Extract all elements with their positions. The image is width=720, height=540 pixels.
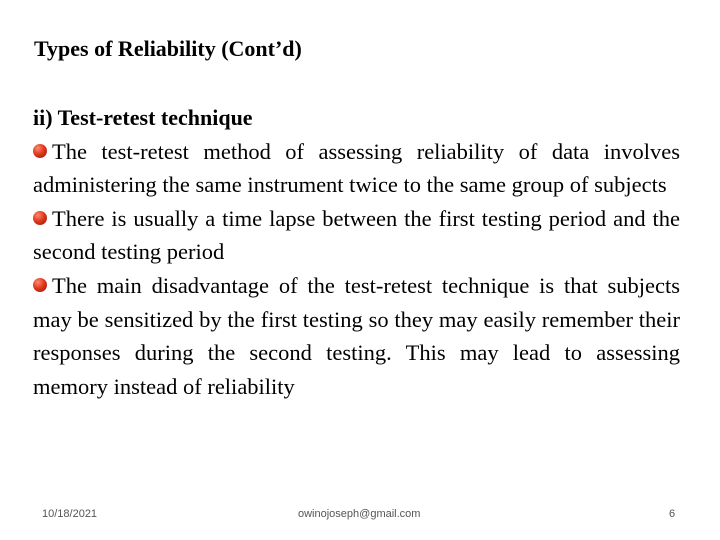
bullet-text: There is usually a time lapse between the first testing period and the second testing period (33, 205, 680, 265)
red-sphere-bullet-icon (33, 278, 47, 292)
bullet-item (33, 135, 680, 202)
footer-page-number: 6 (669, 508, 676, 520)
slide-content (33, 101, 680, 403)
bullet-text: The test-retest method of assessing reliability of data involves administering the same instrument twice to the same group of subjects (33, 138, 680, 198)
bullet-item (33, 202, 680, 269)
red-sphere-bullet-icon (33, 211, 47, 225)
footer-email: owinojoseph@gmail.com (298, 508, 421, 520)
red-sphere-bullet-icon (33, 144, 47, 158)
footer-date: 10/18/2021 (42, 508, 98, 520)
subheading: ii) Test-retest technique (33, 105, 253, 130)
bullet-text: The main disadvantage of the test-retest technique is that subjects may be sensitized by the first testing so they may easily remember their responses during the second testing. This may lead to assessing memory instead of reliability (33, 272, 680, 399)
slide-title: Types of Reliability (Cont’d) (34, 36, 302, 61)
bullet-item (33, 269, 680, 403)
